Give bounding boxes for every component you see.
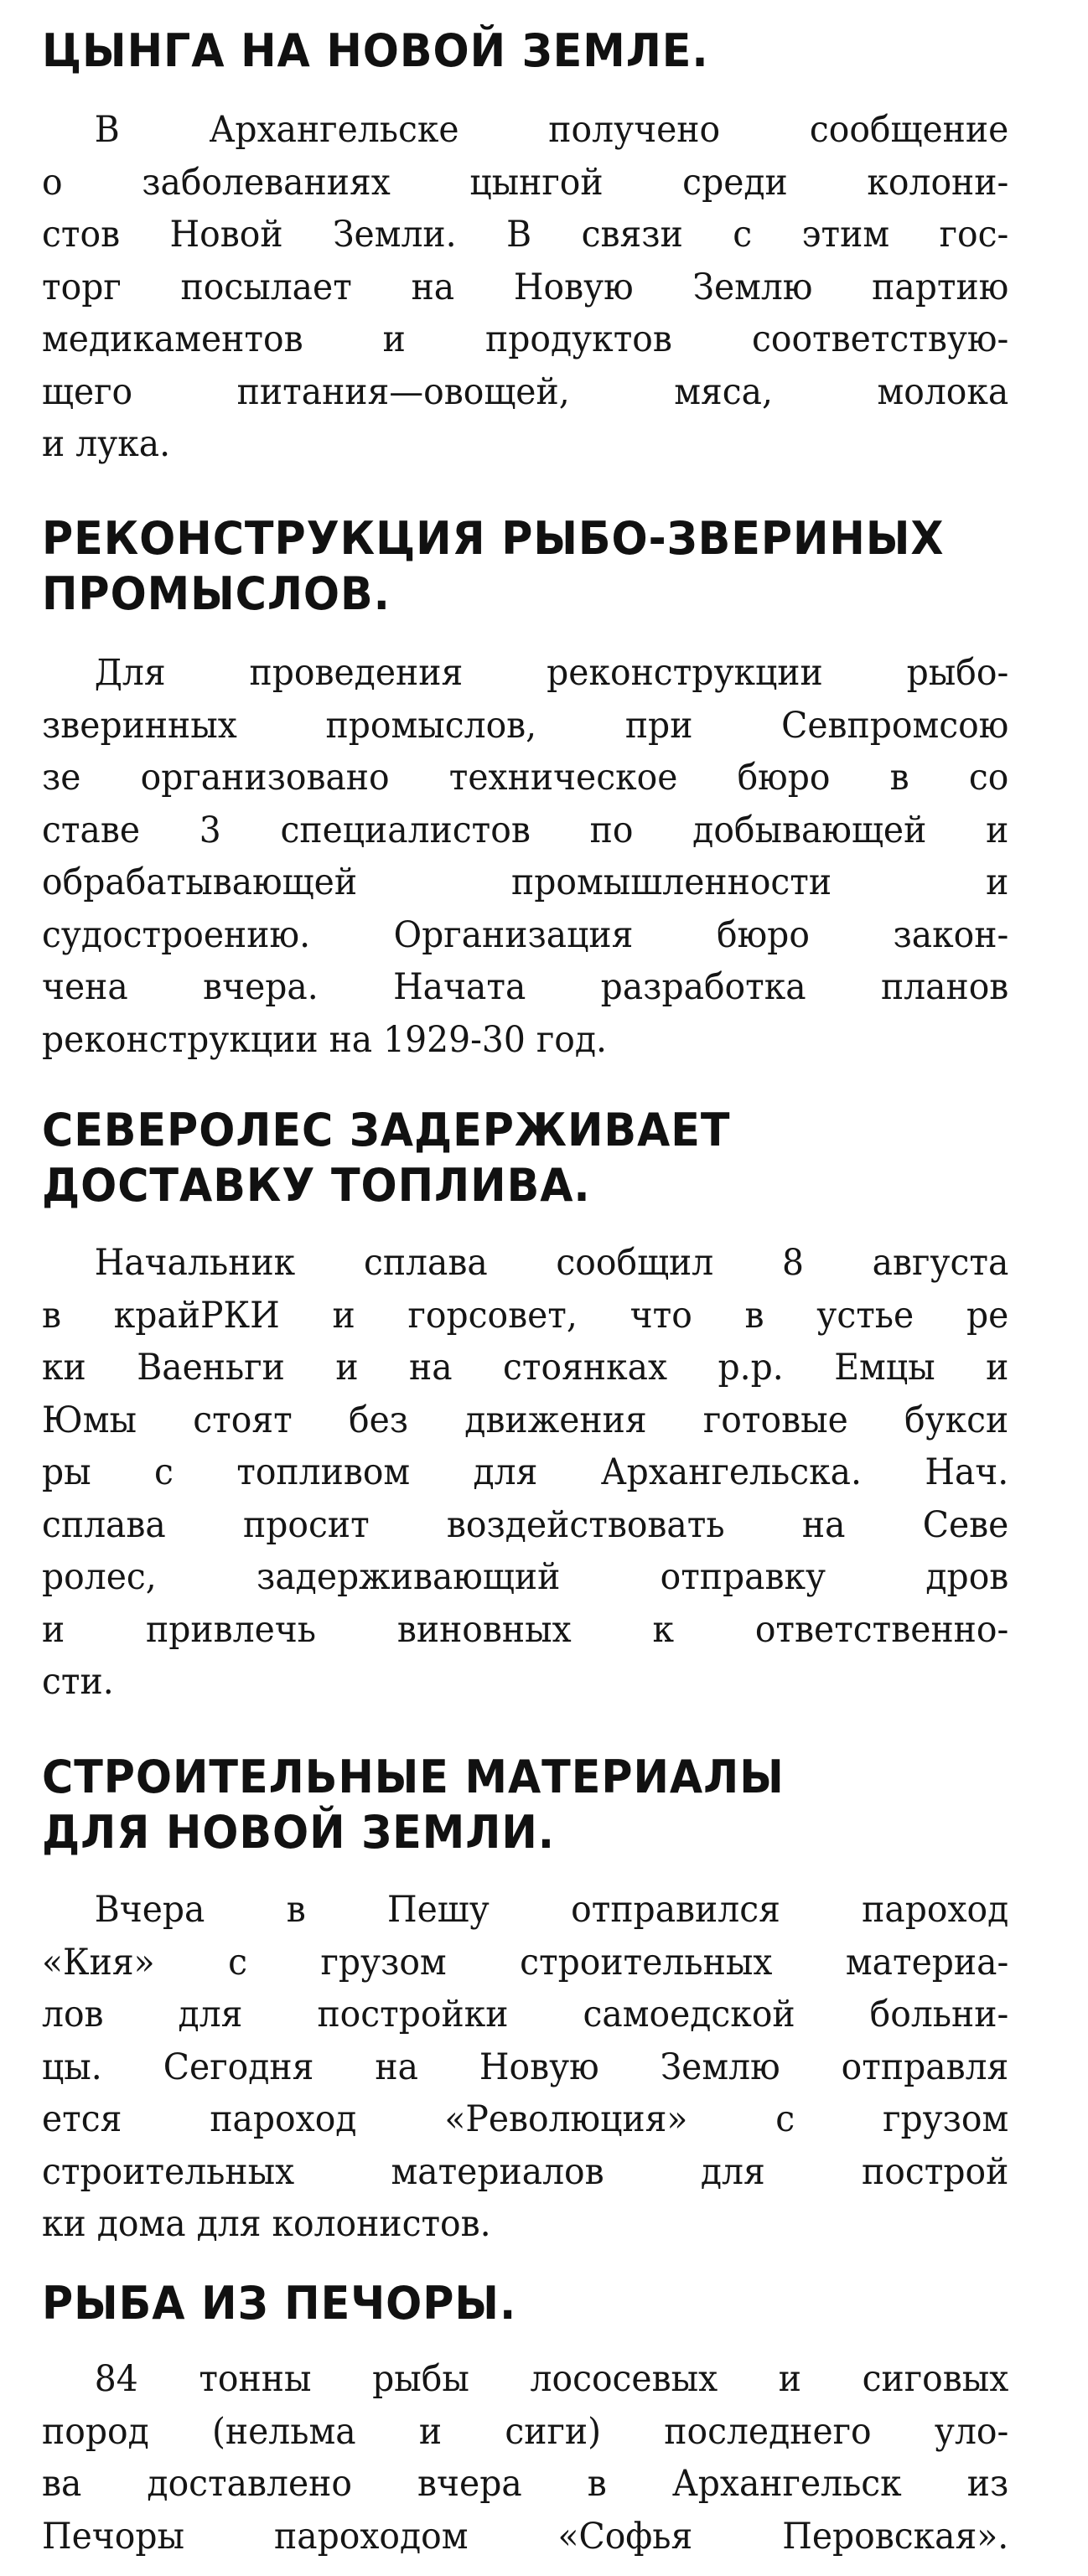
body-line: Для проведения реконструкции рыбо- bbox=[94, 652, 1009, 694]
body-line: Вчера в Пешу отправился пароход bbox=[94, 1889, 1009, 1931]
article-fishery-reconstruction bbox=[42, 511, 1060, 1066]
article-body bbox=[42, 2353, 1060, 2563]
body-line: реконструкции на 1929-30 год. bbox=[42, 1018, 608, 1061]
article-headline bbox=[42, 1750, 998, 1860]
body-line: ки Ваеньги и на стоянках р.р. Емцы и bbox=[42, 1347, 1009, 1389]
body-line: лов для постройки самоедской больни- bbox=[42, 1994, 1009, 2035]
body-line: ки дома для колонистов. bbox=[42, 2203, 491, 2245]
body-line: о заболеваниях цынгой среди колони- bbox=[42, 161, 1009, 204]
body-line: строительных материалов для построй bbox=[42, 2150, 1009, 2193]
article-building-materials bbox=[42, 1750, 1060, 2251]
headline-line: РЕКОНСТРУКЦИЯ РЫБО-ЗВЕРИНЫХ bbox=[42, 512, 945, 565]
body-line: зверинных промыслов, при Севпромсою bbox=[42, 704, 1009, 747]
article-fuel-delivery bbox=[42, 1103, 1060, 1709]
article-headline bbox=[42, 2276, 998, 2331]
body-line: зе организовано техническое бюро в со bbox=[42, 757, 1009, 799]
article-headline bbox=[42, 1103, 998, 1213]
headline-line: СЕВЕРОЛЕС ЗАДЕРЖИВАЕТ bbox=[42, 1104, 731, 1156]
article-body bbox=[42, 1884, 1060, 2251]
article-headline bbox=[42, 23, 998, 79]
body-line: Печоры пароходом «Софья Перовская». bbox=[42, 2515, 1009, 2558]
body-line: судостроению. Организация бюро закон- bbox=[42, 913, 1009, 956]
article-pechora-fish bbox=[42, 2276, 1060, 2563]
body-line: чена вчера. Начата разработка планов bbox=[42, 966, 1009, 1008]
body-line: сплава просит воздействовать на Севе bbox=[42, 1503, 1009, 1546]
body-line: ры с топливом для Архангельска. Нач. bbox=[42, 1451, 1009, 1493]
article-headline bbox=[42, 511, 998, 622]
article-body bbox=[42, 1237, 1060, 1709]
body-line: торг посылает на Новую Землю партию bbox=[42, 266, 1009, 308]
body-line: щего питания—овощей, мяса, молока bbox=[42, 370, 1009, 413]
body-line: и привлечь виновных к ответственно- bbox=[42, 1608, 1009, 1651]
article-scurvy bbox=[42, 23, 1060, 471]
body-line: обрабатывающей промышленности и bbox=[42, 861, 1009, 903]
body-line: Юмы стоят без движения готовые букси bbox=[42, 1399, 1009, 1441]
body-line: «Кия» с грузом строительных материа- bbox=[42, 1941, 1009, 1984]
body-line: ставе 3 специалистов по добывающей и bbox=[42, 809, 1009, 851]
body-line: ется пароход «Революция» с грузом bbox=[42, 2098, 1009, 2140]
headline-line: ДОСТАВКУ ТОПЛИВА. bbox=[42, 1159, 591, 1212]
article-body bbox=[42, 647, 1060, 1066]
body-line: цы. Сегодня на Новую Землю отправля bbox=[42, 2046, 1009, 2088]
body-line: стов Новой Земли. В связи с этим гос- bbox=[42, 214, 1009, 256]
body-line: медикаментов и продуктов соответствую- bbox=[42, 318, 1009, 360]
body-line: ролес, задерживающий отправку дров bbox=[42, 1556, 1009, 1598]
headline-line: ЦЫНГА НА НОВОЙ ЗЕМЛЕ. bbox=[42, 24, 709, 77]
body-line: В Архангельске получено сообщение bbox=[94, 109, 1009, 151]
body-line: 84 тонны рыбы лососевых и сиговых bbox=[94, 2358, 1009, 2400]
body-line: Начальник сплава сообщил 8 августа bbox=[94, 1242, 1009, 1284]
headline-line: РЫБА ИЗ ПЕЧОРЫ. bbox=[42, 2277, 517, 2330]
article-body bbox=[42, 104, 1060, 471]
headline-line: СТРОИТЕЛЬНЫЕ МАТЕРИАЛЫ bbox=[42, 1751, 785, 1803]
body-line: сти. bbox=[42, 1661, 114, 1703]
body-line: в крайРКИ и горсовет, что в устье ре bbox=[42, 1294, 1009, 1337]
headline-line: ДЛЯ НОВОЙ ЗЕМЛИ. bbox=[42, 1806, 555, 1859]
headline-line: ПРОМЫСЛОВ. bbox=[42, 567, 391, 620]
body-line: и лука. bbox=[42, 423, 171, 465]
body-line: ва доставлено вчера в Архангельск из bbox=[42, 2463, 1009, 2505]
body-line: пород (нельма и сиги) последнего уло- bbox=[42, 2410, 1009, 2453]
